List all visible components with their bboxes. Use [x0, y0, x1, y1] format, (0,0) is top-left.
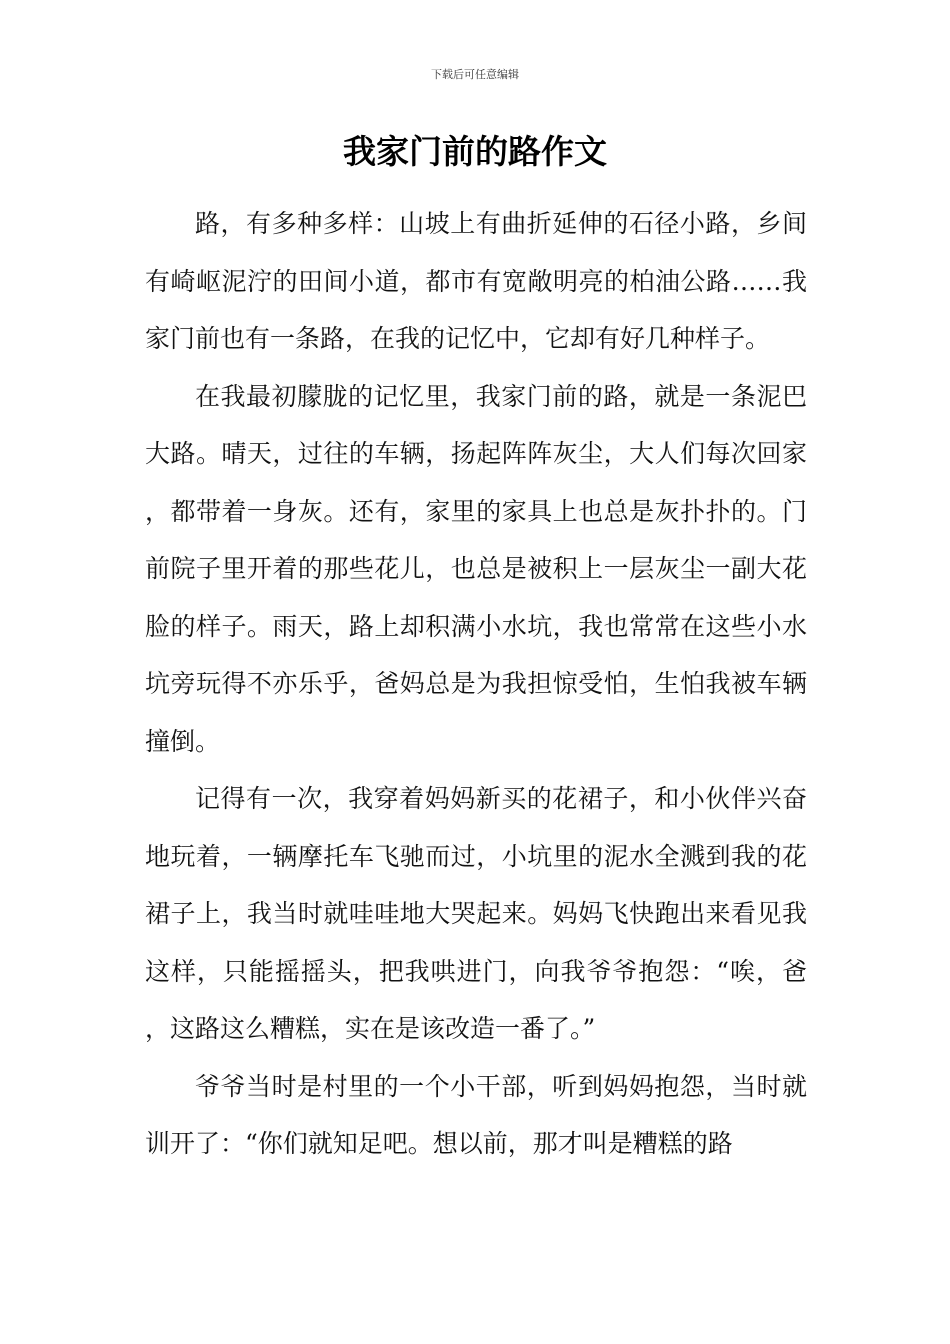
- page-header-note: 下载后可任意编辑: [431, 68, 519, 81]
- paragraph-1: 路，有多种多样：山坡上有曲折延伸的石径小路，乡间有崎岖泥泞的田间小道，都市有宽敞明亮的柏油公路……我家门前也有一条路，在我的记忆中，它却有好几种样子。: [145, 209, 807, 353]
- document-body: [145, 195, 807, 1173]
- paragraph-3: 记得有一次，我穿着妈妈新买的花裙子，和小伙伴兴奋地玩着，一辆摩托车飞驰而过，小坑里的泥水全溅到我的花裙子上，我当时就哇哇地大哭起来。妈妈飞快跑出来看见我这样，只能摇摇头，把我哄进门，向我爷爷抱怨：“唉，爸，这路这么糟糕，实在是该改造一番了。”: [145, 784, 807, 1043]
- paragraph-4: 爷爷当时是村里的一个小干部，听到妈妈抱怨，当时就训开了：“你们就知足吧。想以前，那才叫是糟糕的路: [145, 1071, 807, 1158]
- document-title: 我家门前的路作文: [343, 132, 607, 171]
- paragraph-2: 在我最初朦胧的记忆里，我家门前的路，就是一条泥巴大路。晴天，过往的车辆，扬起阵阵灰尘，大人们每次回家，都带着一身灰。还有，家里的家具上也总是灰扑扑的。门前院子里开着的那些花儿，也总是被积上一层灰尘一副大花脸的样子。雨天，路上却积满小水坑，我也常常在这些小水坑旁玩得不亦乐乎，爸妈总是为我担惊受怕，生怕我被车辆撞倒。: [145, 381, 807, 756]
